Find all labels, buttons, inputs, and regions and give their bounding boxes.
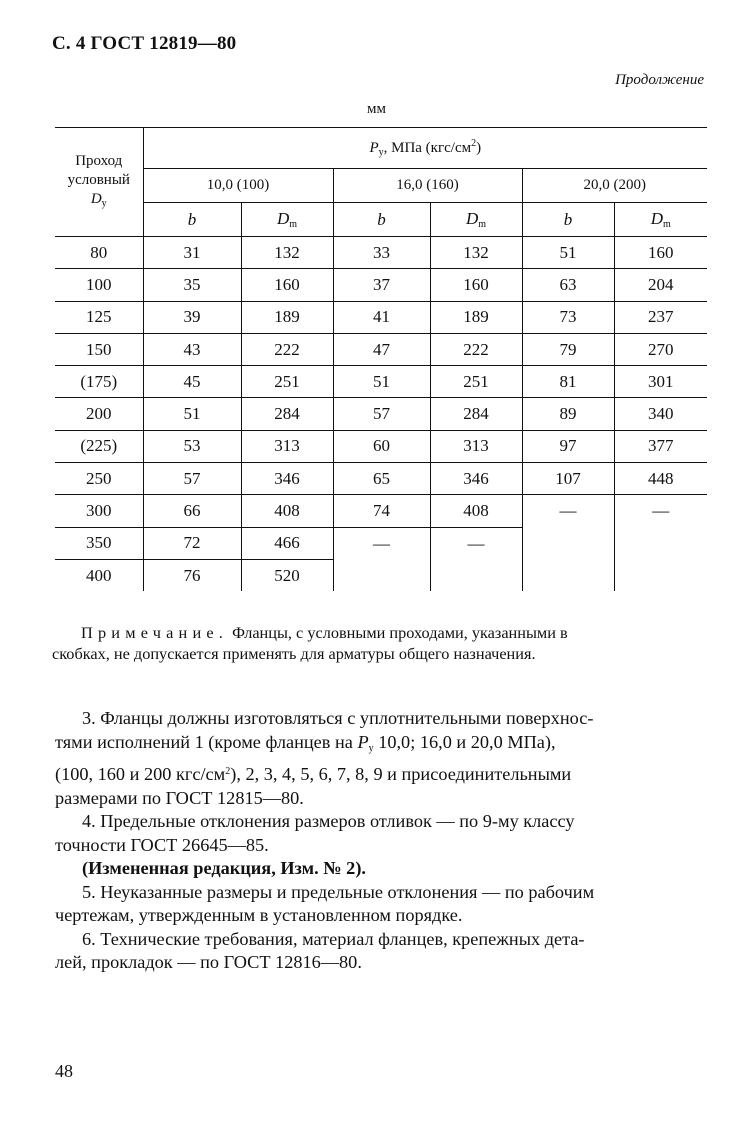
note-line2: скобках, не допускается применять для арматуры общего назначения.	[52, 644, 536, 663]
table-row	[55, 237, 707, 269]
table-row	[55, 527, 707, 559]
continuation-label: Продолжение	[615, 72, 704, 88]
col-D-sub: m	[663, 219, 671, 230]
table-cell: 132	[430, 237, 522, 269]
p3-line2-tail: 10,0; 16,0 и 20,0 МПа),	[373, 731, 556, 752]
table-row	[55, 430, 707, 462]
row-header-line1: Проход	[75, 152, 123, 169]
table-cell: 313	[430, 430, 522, 462]
table-row	[55, 333, 707, 365]
table-cell: 408	[430, 495, 522, 527]
table-cell: 79	[522, 333, 614, 365]
table-cell: 57	[333, 398, 430, 430]
table-cell	[333, 559, 430, 591]
table-cell: —	[522, 495, 614, 527]
table-cell: 66	[143, 495, 241, 527]
table-cell: 313	[241, 430, 333, 462]
table-cell: —	[614, 495, 707, 527]
p3-line2-text: тями исполнений 1 (кроме фланцев на	[55, 731, 358, 752]
table-cell: 33	[333, 237, 430, 269]
pressure-unit: , МПа (кгс/см	[383, 140, 472, 156]
row-label: 250	[55, 463, 143, 495]
table-cell: 31	[143, 237, 241, 269]
col-b	[333, 203, 430, 237]
units-label: мм	[367, 101, 386, 117]
table-cell: 251	[430, 366, 522, 398]
table-row	[55, 269, 707, 301]
table-cell: 76	[143, 559, 241, 591]
table-cell: 204	[614, 269, 707, 301]
table-cell	[614, 527, 707, 559]
table-row	[55, 495, 707, 527]
table-cell: 89	[522, 398, 614, 430]
table-cell: 346	[430, 463, 522, 495]
table-cell	[614, 559, 707, 591]
table-cell: 160	[614, 237, 707, 269]
p5-line2: чертежам, утвержденным в установленном порядке.	[55, 905, 463, 925]
p3-line2	[55, 731, 707, 761]
table-cell: 346	[241, 463, 333, 495]
col-b-label: b	[563, 209, 573, 229]
row-header-line2: условный	[67, 171, 130, 188]
table-cell: 301	[614, 366, 707, 398]
table-cell: 97	[522, 430, 614, 462]
group-20: 20,0 (200)	[522, 169, 707, 203]
table-cell: 284	[241, 398, 333, 430]
table-cell: 251	[241, 366, 333, 398]
table-cell: 520	[241, 559, 333, 591]
col-D-label: D	[650, 209, 664, 228]
pressure-sub: у	[378, 147, 384, 158]
p4-line2: точности ГОСТ 26645—85.	[55, 834, 269, 855]
note-lead: Примечание.	[81, 623, 229, 642]
table-cell: 284	[430, 398, 522, 430]
amendment-note: (Измененная редакция, Изм. № 2).	[82, 858, 366, 878]
p3-line4: размерами по ГОСТ 12815—80.	[55, 787, 304, 808]
table-cell: 73	[522, 301, 614, 333]
col-b	[522, 203, 614, 237]
page-number: 48	[55, 1061, 73, 1081]
p3-line3	[55, 760, 707, 787]
col-b	[143, 203, 241, 237]
row-label: 100	[55, 269, 143, 301]
table-cell: 72	[143, 527, 241, 559]
table-cell: 189	[241, 301, 333, 333]
table-cell: 57	[143, 463, 241, 495]
row-header-nominal-bore	[55, 128, 143, 237]
table-cell: 132	[241, 237, 333, 269]
p3-line1: 3. Фланцы должны изготовляться с уплотнительными поверхнос-	[82, 708, 594, 728]
table-row	[55, 559, 707, 591]
flange-dimensions-table	[55, 127, 707, 591]
col-b-label: b	[377, 209, 386, 229]
table-cell	[522, 559, 614, 591]
p6-line2: лей, прокладок — по ГОСТ 12816—80.	[55, 952, 362, 972]
row-label: 150	[55, 333, 143, 365]
table-cell: 65	[333, 463, 430, 495]
table-cell	[522, 527, 614, 559]
p3-Psub: у	[368, 742, 374, 754]
table-cell: 41	[333, 301, 430, 333]
table-cell: 43	[143, 333, 241, 365]
table-cell: 340	[614, 398, 707, 430]
table-cell: 51	[522, 237, 614, 269]
table-cell: —	[430, 527, 522, 559]
table-cell: 74	[333, 495, 430, 527]
p3-line3-a: (100, 160 и 200 кгс/см	[55, 764, 226, 784]
table-cell: 37	[333, 269, 430, 301]
row-label: 400	[86, 565, 112, 585]
col-D	[430, 203, 522, 237]
pressure-sup: 2	[471, 138, 477, 149]
table-cell: 51	[333, 366, 430, 398]
p3-P: P	[357, 731, 369, 752]
col-D	[614, 203, 707, 237]
table-cell: 39	[143, 301, 241, 333]
table-cell: 377	[614, 430, 707, 462]
p3-line3-sup: 2	[225, 766, 231, 777]
table-cell: 81	[522, 366, 614, 398]
col-D-label: D	[465, 209, 479, 228]
table-cell: 51	[143, 398, 241, 430]
p5-line1: 5. Неуказанные размеры и предельные отклонения — по рабочим	[82, 881, 595, 902]
p4-line1: 4. Предельные отклонения размеров отливок — по 9-му классу	[82, 811, 575, 831]
group-16: 16,0 (160)	[333, 169, 522, 203]
table-cell: 222	[241, 333, 333, 365]
col-D-label: D	[276, 209, 290, 228]
table-cell: 189	[430, 301, 522, 333]
table-cell: 466	[241, 527, 333, 559]
col-D	[241, 203, 333, 237]
table-cell: 408	[241, 495, 333, 527]
table-cell: 222	[430, 333, 522, 365]
table-cell: 160	[241, 269, 333, 301]
table-row	[55, 398, 707, 430]
table-cell: 53	[143, 430, 241, 462]
col-b-label: b	[187, 209, 197, 229]
col-D-sub: m	[289, 219, 298, 230]
note-line1: Фланцы, с условными проходами, указанными в	[228, 623, 568, 642]
row-header-symbol: D	[90, 190, 102, 207]
row-label: 350	[55, 527, 143, 559]
table-row	[55, 366, 707, 398]
pressure-symbol: P	[369, 140, 379, 156]
row-label: (175)	[55, 366, 143, 398]
table-cell: 270	[614, 333, 707, 365]
table-cell: 237	[614, 301, 707, 333]
table-note	[52, 622, 706, 664]
p6-line1: 6. Технические требования, материал фланцев, крепежных дета-	[82, 928, 585, 949]
pressure-header	[143, 128, 707, 169]
row-label: (225)	[55, 430, 143, 462]
row-label: 125	[55, 301, 143, 333]
col-D-sub: m	[478, 219, 487, 230]
row-header-sub: у	[101, 197, 107, 209]
table-cell: 448	[614, 463, 707, 495]
table-cell: 60	[333, 430, 430, 462]
table-cell	[430, 559, 522, 591]
table-row	[55, 463, 707, 495]
p3-line3-b: ), 2, 3, 4, 5, 6, 7, 8, 9 и присоединительными	[230, 764, 572, 784]
page-header: С. 4 ГОСТ 12819—80	[52, 33, 237, 54]
table-cell: 47	[333, 333, 430, 365]
paragraph-3	[55, 707, 707, 975]
table-cell: 63	[522, 269, 614, 301]
table-cell: 35	[143, 269, 241, 301]
table-row	[55, 301, 707, 333]
row-label: 80	[55, 237, 143, 269]
pressure-close: )	[476, 140, 482, 156]
table-cell: 160	[430, 269, 522, 301]
table-cell: 45	[143, 366, 241, 398]
row-label: 200	[55, 398, 143, 430]
table-cell: —	[333, 527, 430, 559]
table-cell: 107	[522, 463, 614, 495]
group-10: 10,0 (100)	[143, 169, 333, 203]
row-label: 300	[55, 495, 143, 527]
